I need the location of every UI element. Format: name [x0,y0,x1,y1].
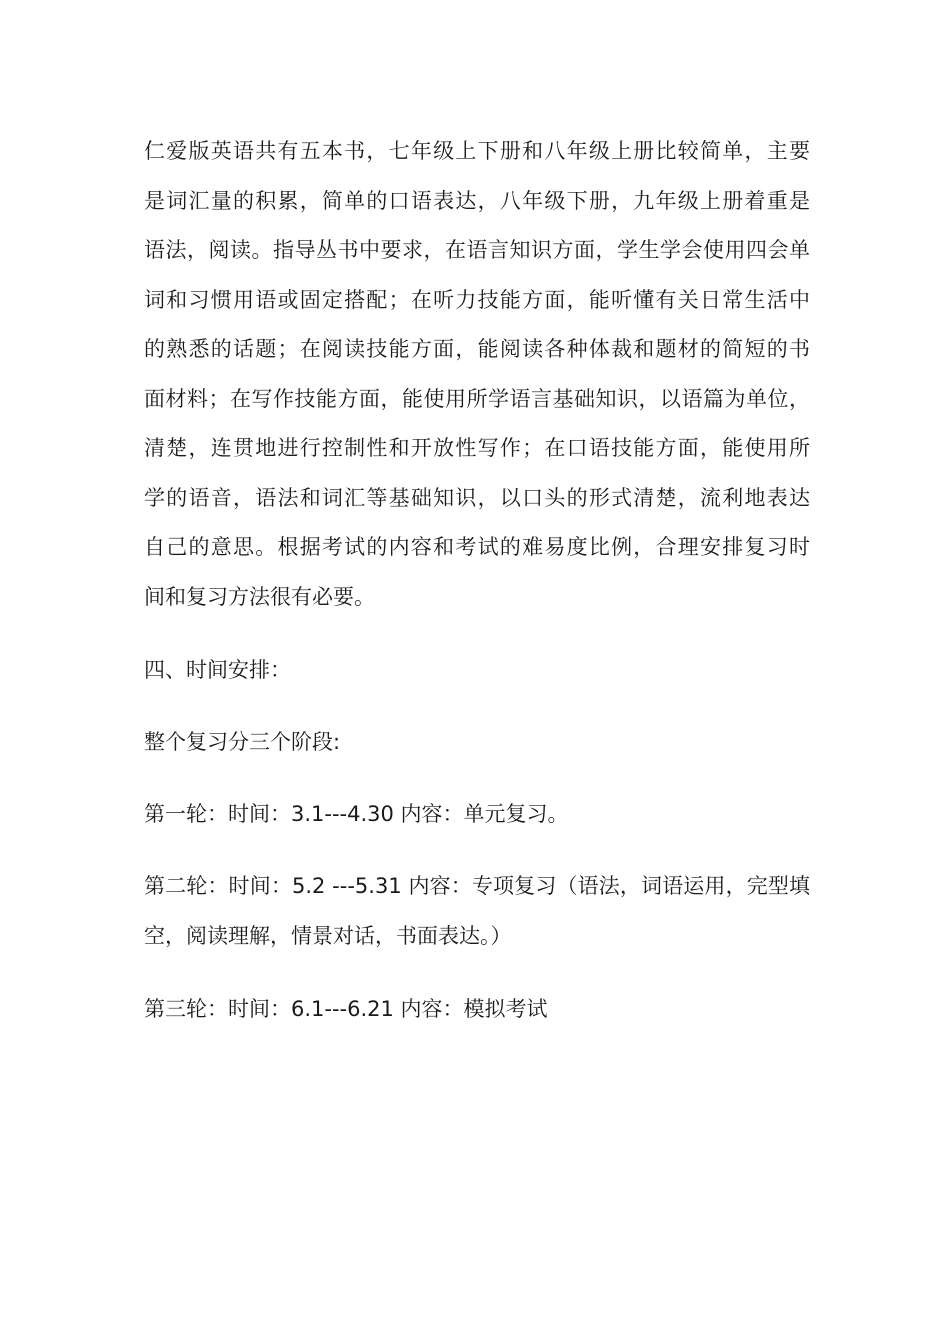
paragraph-line: 语法，阅读。指导丛书中要求，在语言知识方面，学生学会使用四会单 [144,238,810,262]
round-one-item: 第一轮：时间：3.1---4.30 内容：单元复习。 [144,802,569,826]
round-two-line: 第二轮：时间：5.2 ---5.31 内容：专项复习（语法，词语运用，完型填 [144,874,810,898]
paragraph-line: 间和复习方法很有必要。 [144,584,375,609]
paragraph-line: 学的语音，语法和词汇等基础知识，以口头的形式清楚，流利地表达 [144,485,810,510]
paragraph-line: 的熟悉的话题；在阅读技能方面，能阅读各种体裁和题材的简短的书 [144,337,810,361]
round-two-line: 空，阅读理解，情景对话，书面表达。） [144,923,512,948]
stages-intro: 整个复习分三个阶段: [144,730,341,754]
paragraph-line: 清楚，连贯地进行控制性和开放性写作；在口语技能方面，能使用所 [144,436,810,460]
paragraph-line: 仁爱版英语共有五本书，七年级上下册和八年级上册比较简单，主要 [144,139,810,163]
section-heading: 四、时间安排： [144,658,291,682]
paragraph-line: 面材料；在写作技能方面，能使用所学语言基础知识，以语篇为单位， [144,386,810,411]
intro-paragraph [144,127,810,622]
paragraph-line: 自己的意思。根据考试的内容和考试的难易度比例，合理安排复习时 [144,535,810,559]
round-three-item: 第三轮：时间：6.1---6.21 内容：模拟考试 [144,997,548,1021]
round-two-item [144,862,810,961]
paragraph-line: 是词汇量的积累，简单的口语表达，八年级下册，九年级上册着重是 [144,188,810,213]
paragraph-line: 词和习惯用语或固定搭配；在听力技能方面，能听懂有关日常生活中 [144,287,810,312]
